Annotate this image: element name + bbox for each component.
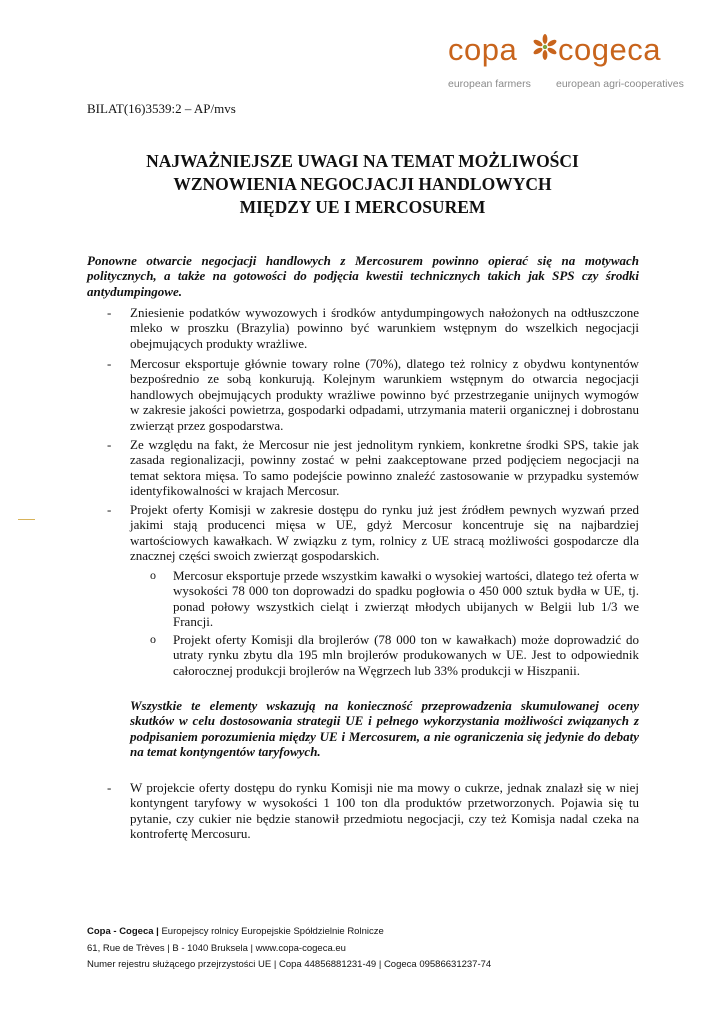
list-item-text: W projekcie oferty dostępu do rynku Komisji nie ma mowy o cukrze, jednak znalazł się w niej kontyngent taryfowy w wysokości 1 100 ton dla produktów przetworzonych. Pojawia się tu pytanie, czy cukier nie będzie stanowił przedmiotu negocjacji, czy też Komisja nadal czeka na kontrofertę Mercosuru. <box>130 780 639 842</box>
document-title <box>60 150 665 219</box>
logo-word-copa: copa <box>448 32 518 67</box>
page-footer <box>87 924 491 974</box>
bullet-dash: - <box>107 356 112 371</box>
flower-asterisk-icon <box>532 32 558 62</box>
emphasis-paragraph: Wszystkie te elementy wskazują na konieczność przeprowadzenia skumulowanej oceny skutków w celu dostosowania strategii UE i pełnego wykorzystania możliwości związanych z podpisaniem porozumienia między UE i Mercosurem, a nie ograniczenia się jedynie do debaty na temat kontyngentów taryfowych. <box>130 698 639 760</box>
sub-bullet-circle: o <box>150 632 156 646</box>
title-line: NAJWAŻNIEJSZE UWAGI NA TEMAT MOŻLIWOŚCI <box>146 151 579 171</box>
logo-subtitle-cogeca: european agri-cooperatives <box>556 78 684 90</box>
list-item-text: Zniesienie podatków wywozowych i środków antydumpingowych nałożonych na odtłuszczone mleko w proszku (Brazylia) powinno być warunkiem wstępnym do wszelkich negocjacji obejmujących produkty wrażliwe. <box>130 305 639 351</box>
logo-word-cogeca: cogeca <box>558 32 661 67</box>
list-item-text: Mercosur eksportuje głównie towary rolne (70%), dlatego też rolnicy z obydwu kontynentów bezpośrednio ze sobą konkurują. Kolejnym warunkiem wstępnym do otwarcia negocjacji handlowych obejmujących produkty wrażliwe powinno być przestrzeganie unijnych wymogów w zakresie jakości powietrza, gospodarki odpadami, utrzymania materii organicznej i dobrostanu zwierząt przez gospodarstwa. <box>130 356 639 433</box>
bullet-dash: - <box>107 502 112 517</box>
document-reference: BILAT(16)3539:2 – AP/mvs <box>87 101 236 116</box>
lead-paragraph: Ponowne otwarcie negocjacji handlowych z Mercosurem powinno opierać się na motywach politycznych, a także na gotowości do podjęcia kwestii technicznych takich jak SPS czy środki antydumpingowe. <box>87 253 639 299</box>
logo-subtitle-copa: european farmers <box>448 78 531 90</box>
list-item <box>87 356 639 433</box>
footer-org-description: Europejscy rolnicy Europejskie Spółdzielnie Rolnicze <box>158 926 384 937</box>
list-item <box>87 305 639 351</box>
list-item <box>87 780 639 842</box>
sub-list-item <box>150 568 639 630</box>
footer-org-name: Copa - Cogeca | <box>87 926 159 937</box>
footer-address: 61, Rue de Trèves | B - 1040 Bruksela | www.copa-cogeca.eu <box>87 942 346 954</box>
title-line: MIĘDZY UE I MERCOSUREM <box>239 197 486 217</box>
bullet-dash: - <box>107 305 112 320</box>
bullet-dash: - <box>107 780 112 795</box>
list-item-text: Ze względu na fakt, że Mercosur nie jest jednolitym rynkiem, konkretne środki SPS, takie jak zasada regionalizacji, powinny zostać w pełni zaakceptowane przed podjęciem negocjacji na temat sektora mięsa. To samo podejście powinno znaleźć zastosowanie w przypadku systemów identyfikowalności w krajach Mercosur. <box>130 437 639 499</box>
title-line: WZNOWIENIA NEGOCJACJI HANDLOWYCH <box>173 174 552 194</box>
sub-list-item-text: Projekt oferty Komisji dla brojlerów (78 000 ton w kawałkach) może doprowadzić do utraty rynku zbytu dla 195 mln brojlerów produkowanych w UE. Jest to odpowiednik całorocznej produkcji brojlerów na Węgrzech lub 33% produkcji w Hiszpanii. <box>173 632 639 678</box>
sub-bullet-circle: o <box>150 568 156 582</box>
copa-cogeca-logo <box>448 32 688 96</box>
footer-register: Numer rejestru służącego przejrzystości UE | Copa 44856881231-49 | Cogeca 09586631237-74 <box>87 959 492 970</box>
bullet-dash: - <box>107 437 112 452</box>
list-item <box>87 502 639 564</box>
list-item-text: Projekt oferty Komisji w zakresie dostępu do rynku już jest źródłem pewnych wyzwań przed jakimi stają producenci mięsa w UE, gdyż Mercosur koncentruje się na najbardziej wartościowych kawałkach. W związku z tym, rolnicy z UE stracą możliwości gospodarcze dla znacznej części swoich zwierząt gospodarskich. <box>130 502 639 564</box>
margin-marker <box>18 519 35 520</box>
sub-list-item-text: Mercosur eksportuje przede wszystkim kawałki o wysokiej wartości, dlatego też oferta w wysokości 78 000 ton doprowadzi do spadku pogłowia o 450 000 sztuk bydła w UE, tj. ponad połowy wszystkich cieląt i zwierząt młodych ubijanych w Belgii lub 1/3 we Francji. <box>173 568 639 630</box>
footer-line-org <box>87 924 491 941</box>
list-item <box>87 437 639 499</box>
sub-list-item <box>150 632 639 678</box>
